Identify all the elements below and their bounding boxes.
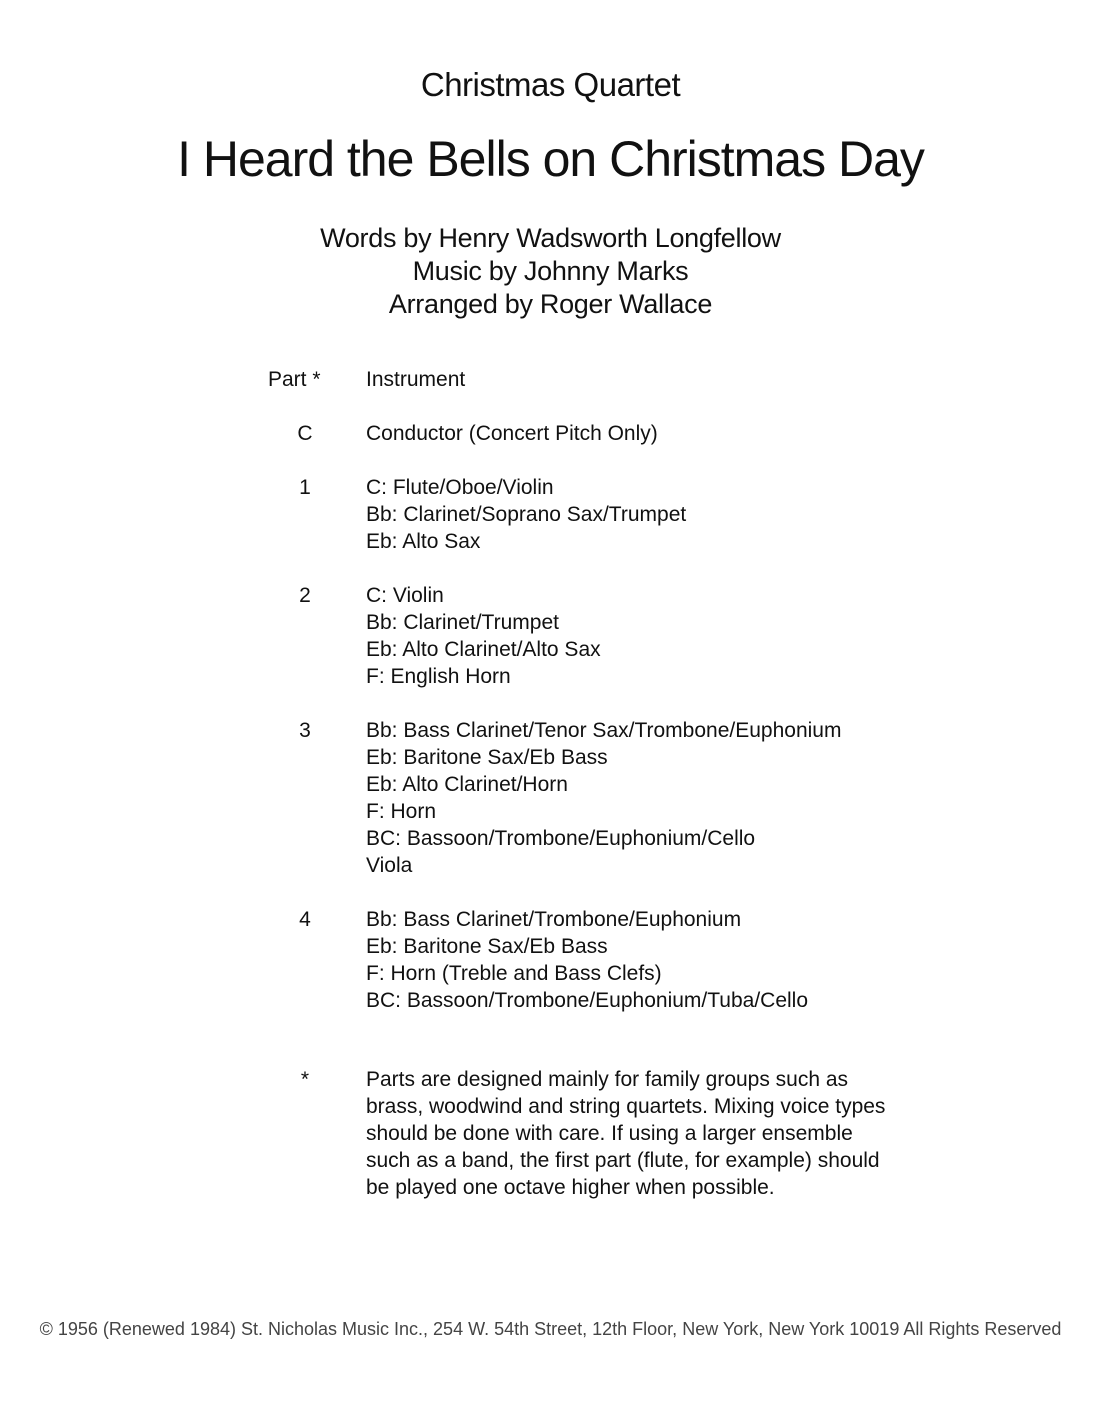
column-header-part: Part * [268, 368, 321, 391]
parts-table [0, 366, 1101, 1041]
instrument-line: Bb: Clarinet/Trumpet [366, 611, 559, 634]
part-row-3 [0, 717, 1101, 879]
part-row-2 [0, 582, 1101, 690]
column-header-instrument: Instrument [366, 368, 466, 391]
instrument-line: Viola [366, 854, 413, 877]
instrument-line: C: Violin [366, 584, 444, 607]
instrument-line: F: English Horn [366, 665, 511, 688]
instrument-line: Eb: Alto Clarinet/Alto Sax [366, 638, 601, 661]
credits [0, 222, 1101, 321]
footnote-text: Parts are designed mainly for family groups such as brass, woodwind and string quartets. Mixing voice types should be done with care. If using a larger ensemble such as a band, the first part (flute, for example) should be played one octave higher when possible. [366, 1068, 886, 1199]
part-row-c [0, 420, 1101, 447]
instrument-line: Bb: Bass Clarinet/Tenor Sax/Trombone/Euphonium [366, 719, 842, 742]
instrument-line: F: Horn (Treble and Bass Clefs) [366, 962, 662, 985]
instrument-line: Eb: Baritone Sax/Eb Bass [366, 746, 608, 769]
part-number: C [297, 422, 313, 445]
series-title: Christmas Quartet [420, 66, 681, 103]
part-number: 2 [299, 584, 311, 607]
instrument-line: BC: Bassoon/Trombone/Euphonium/Cello [366, 827, 756, 850]
instrument-line: C: Flute/Oboe/Violin [366, 476, 554, 499]
part-number: 4 [299, 908, 311, 931]
instrument-line: Conductor (Concert Pitch Only) [366, 422, 658, 445]
footnote-marker: * [300, 1068, 310, 1091]
credit-words: Words by Henry Wadsworth Longfellow [320, 223, 781, 253]
credit-music: Music by Johnny Marks [412, 256, 689, 286]
part-number: 1 [299, 476, 311, 499]
credit-arranger: Arranged by Roger Wallace [388, 289, 713, 319]
instrument-line: F: Horn [366, 800, 437, 823]
parts-table-header [0, 366, 1101, 393]
footnote [0, 1066, 1101, 1201]
part-row-1 [0, 474, 1101, 555]
instrument-line: Eb: Alto Sax [366, 530, 481, 553]
instrument-line: Eb: Baritone Sax/Eb Bass [366, 935, 608, 958]
part-row-4 [0, 906, 1101, 1014]
instrument-line: Eb: Alto Clarinet/Horn [366, 773, 568, 796]
song-title: I Heard the Bells on Christmas Day [177, 131, 924, 187]
instrument-line: BC: Bassoon/Trombone/Euphonium/Tuba/Cello [366, 989, 809, 1012]
instrument-line: Bb: Clarinet/Soprano Sax/Trumpet [366, 503, 687, 526]
instrument-line: Bb: Bass Clarinet/Trombone/Euphonium [366, 908, 742, 931]
copyright-notice: © 1956 (Renewed 1984) St. Nicholas Music Inc., 254 W. 54th Street, 12th Floor, New York, New York 10019 All Rights Reserved [39, 1319, 1062, 1339]
part-number: 3 [299, 719, 311, 742]
